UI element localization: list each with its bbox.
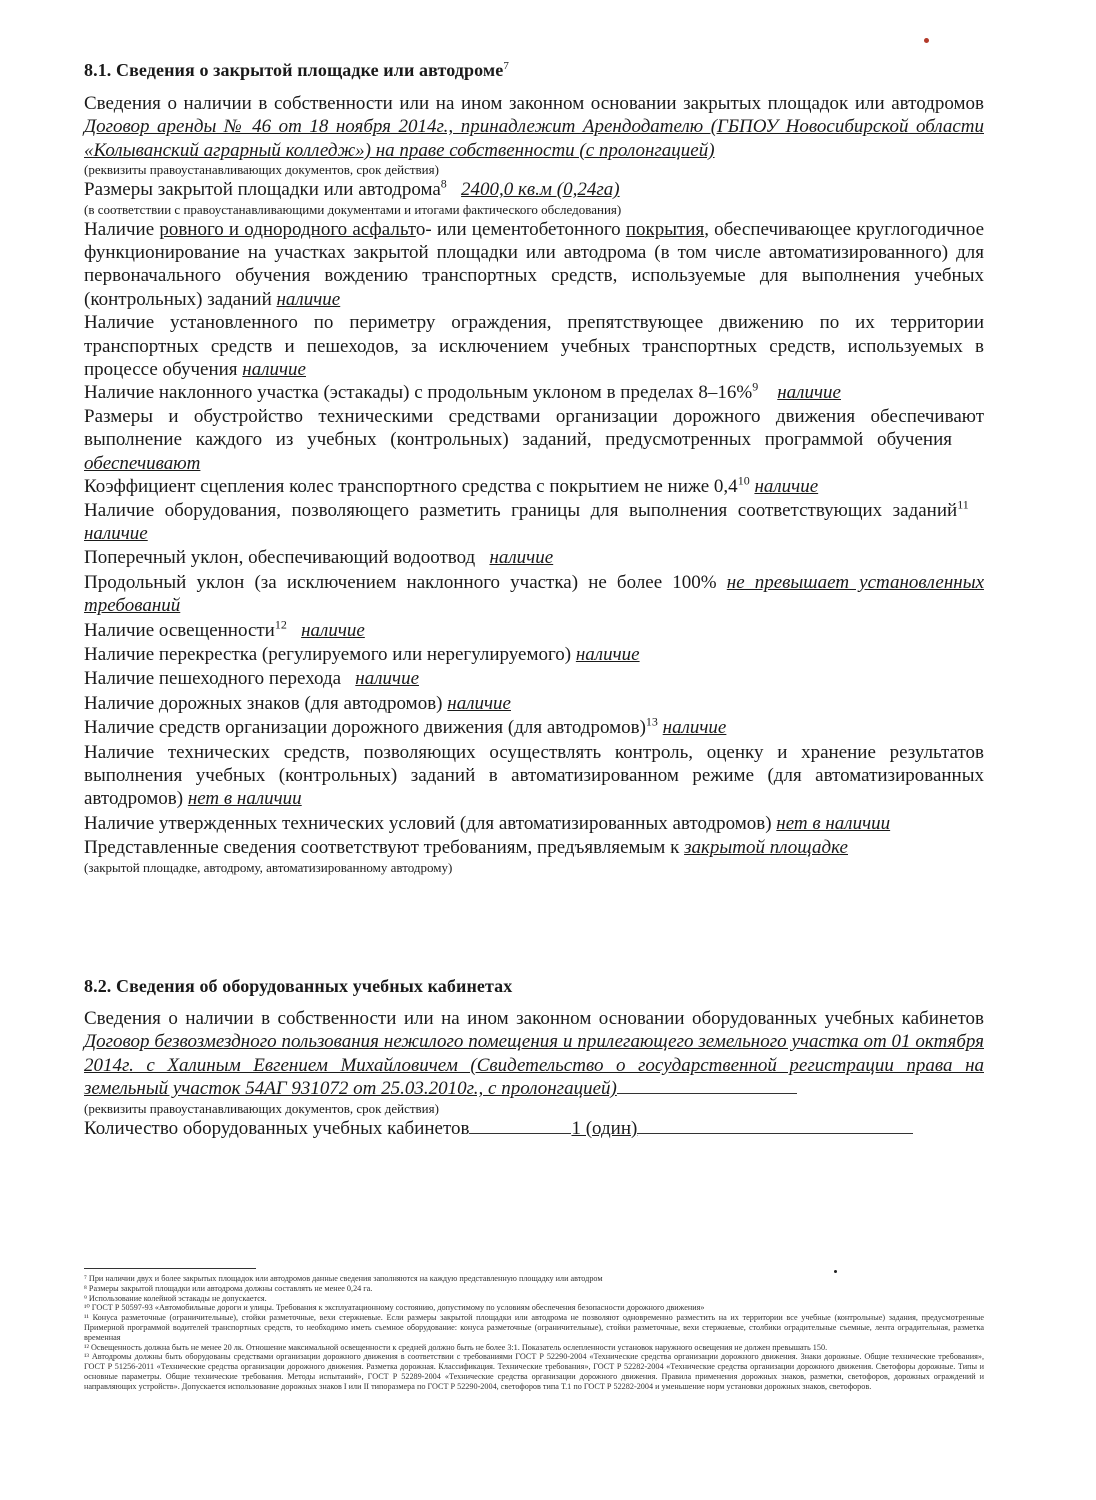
cross-slope-row: Поперечный уклон, обеспечивающий водоотвод наличие <box>84 547 554 569</box>
requisites-caption: (реквизиты правоустанавливающих документов, срок действия) <box>84 162 439 178</box>
classrooms-requisites-caption: (реквизиты правоустанавливающих документов, срок действия) <box>84 1100 439 1116</box>
section-8-2-title: 8.2. Сведения об оборудованных учебных кабинетах <box>84 976 513 996</box>
fence-row: Наличие установленного по периметру ограждения, препятствующее движению по их территории транспортных средств и пешеходов, за исключением учебных транспортных средств, используемых в процессе обучения наличие <box>84 312 984 381</box>
footnote: ⁹ Использование колейной эстакады не допускается. <box>84 1293 267 1303</box>
technical-conditions-row: Наличие утвержденных технических условий (для автоматизированных автодромов) нет в наличии <box>84 812 891 834</box>
classrooms-ownership: Сведения о наличии в собственности или на ином законном основании оборудованных учебных кабинетов Договор безвозмездного пользования нежилого помещения и прилегающего земельного участка от 01 октября 2014г. с Халиным Евгением Михайловичем (Свидетельство о государственной регистрации права на земельный участок 54АГ 931072 от 25.03.2010г., с пролонгацией) <box>84 1008 984 1100</box>
conclusion-row: Представленные сведения соответствуют требованиям, предъявляемым к закрытой площадке <box>84 837 848 859</box>
asphalt-coverage-row: Наличие ровного и однородного асфальто- или цементобетонного покрытия, обеспечивающее круглогодичное функционирование на участках закрытой площадки или автодрома (в том числе автоматизированного) для первоначального обучения вождению транспортных средств, используемые для выполнения учебных (контрольных) заданий наличие <box>84 218 985 310</box>
road-signs-row: Наличие дорожных знаков (для автодромов) наличие <box>84 692 511 714</box>
ink-dot <box>924 38 929 43</box>
section-8-1-title: 8.1. Сведения о закрытой площадке или автодроме$^7$ <box>84 60 509 80</box>
classrooms-count-row: Количество оборудованных учебных кабинетов 1 (один) <box>84 1117 984 1140</box>
footnote: ⁸ Размеры закрытой площадки или автодрома должны составлять не менее 0,24 га. <box>84 1283 373 1293</box>
section-8-2-body <box>84 1007 984 1140</box>
pedestrian-crossing-row: Наличие пешеходного перехода наличие <box>84 668 420 690</box>
technical-means-row: Размеры и обустройство техническими средствами организации дорожного движения обеспечивают выполнение каждого из учебных (контрольных) заданий, предусмотренных программой обучения обеспечивают <box>84 405 984 474</box>
intersection-row: Наличие перекрестка (регулируемого или нерегулируемого) наличие <box>84 643 640 665</box>
footnote: ¹² Освещенность должна быть не менее 20 лк. Отношение максимальной освещенности к средней должно быть не более 3:1. Показатель ослепленности установок наружного освещения не должен превышать 150. <box>84 1342 828 1352</box>
lighting-row: Наличие освещенности$^{12}$ наличие <box>84 617 365 641</box>
friction-coefficient-row: Коэффициент сцепления колес транспортного средства с покрытием не ниже $0,4^{10}$ наличие <box>84 473 819 498</box>
site-size-row: Размеры закрытой площадки или автодрома$^8$ 2400,0 кв.м (0,24га) <box>84 176 620 201</box>
section-8-1-body <box>84 92 984 876</box>
automated-control-row: Наличие технических средств, позволяющих осуществлять контроль, оценку и хранение результатов выполнения учебных (контрольных) заданий в автоматизированном режиме (для автоматизированных автодромов) нет в наличии <box>84 741 984 810</box>
conclusion-caption: (закрытой площадке, автодрому, автоматизированному автодрому) <box>84 859 453 875</box>
footnote: ¹¹ Конуса разметочные (ограничительные), стойки разметочные, вехи стержневые. Если размеры закрытой площадки или автодрома не позволяют одновременно разместить на их территории все учебные (контрольные) задания, предусмотренные Примерной программой водителей транспортных средств, то необходимо иметь съемное оборудование: конуса разметочные (ограничительные), стойки разметочные, вехи стержневые, столбики оградительные съемные, лента оградительная, разметка временная <box>84 1313 984 1342</box>
footnote: ⁷ При наличии двух и более закрытых площадок или автодромов данные сведения заполняются на каждую представленную площадку или автодром <box>84 1274 603 1283</box>
footnote-separator <box>84 1268 256 1269</box>
marking-equipment-row: Наличие оборудования, позволяющего разметить границы для выполнения соответствующих заданий$^{11}$ наличие <box>84 497 969 544</box>
free-use-agreement-value: Договор безвозмездного пользования нежилого помещения и прилегающего земельного участка от 01 октября 2014г. с Халиным Евгением Михайловичем (Свидетельство о государственной регистрации права на земельный участок 54АГ 931072 от 25.03.2010г., с пролонгацией) <box>84 1031 984 1100</box>
footnote: ¹³ Автодромы должны быть оборудованы средствами организации дорожного движения в соответствии с требованиями ГОСТ Р 52290-2004 «Технические средства организации дорожного движения. Знаки дорожные. Общие технические требования», ГОСТ Р 51256-2011 «Технические средства организации дорожного движения. Разметка дорожная. Классификация. Технические требования», ГОСТ Р 52282-2004 «Технические средства организации дорожного движения. Светофоры дорожные. Типы и основные параметры. Общие технические требования. Методы испытаний», ГОСТ Р 52289-2004 «Технические средства организации дорожного движения. Правила применения дорожных знаков, разметки, светофоров, дорожных ограждений и направляющих устройств». Допускается использование дорожных знаков I или II типоразмера по ГОСТ Р 52290-2004, светофоров типа Т.1 по ГОСТ Р 52282-2004 и уменьшение норм установки дорожных знаков, светофоров. <box>84 1352 984 1391</box>
footnotes <box>84 1274 984 1392</box>
size-caption: (в соответствии с правоустанавливающими документами и итогами фактического обследования) <box>84 201 622 217</box>
footnote: ¹⁰ ГОСТ Р 50597-93 «Автомобильные дороги и улицы. Требования к эксплуатационному состоянию, допустимому по условиям обеспечения безопасности дорожного движения» <box>84 1303 705 1313</box>
traffic-means-row: Наличие средств организации дорожного движения (для автодромов)$^{13}$ наличие <box>84 714 727 739</box>
inclined-section-row: Наличие наклонного участка (эстакады) с продольным уклоном в пределах 8–16%$^9$ наличие <box>84 380 841 404</box>
longitudinal-slope-row: Продольный уклон (за исключением наклонного участка) не более 100% не превышает установленных требований <box>84 571 985 617</box>
lease-agreement-value: Договор аренды № 46 от 18 ноября 2014г., принадлежит Арендодателю (ГБПОУ Новосибирской области «Колыванский аграрный колледж») на праве собственности (с пролонгацией) <box>84 116 984 161</box>
ink-dot <box>834 1270 837 1273</box>
closed-site-ownership: Сведения о наличии в собственности или на ином законном основании закрытых площадок или автодромов Договор аренды № 46 от 18 ноября 2014г., принадлежит Арендодателю (ГБПОУ Новосибирской области «Колыванский аграрный колледж») на праве собственности (с пролонгацией) <box>84 93 984 161</box>
